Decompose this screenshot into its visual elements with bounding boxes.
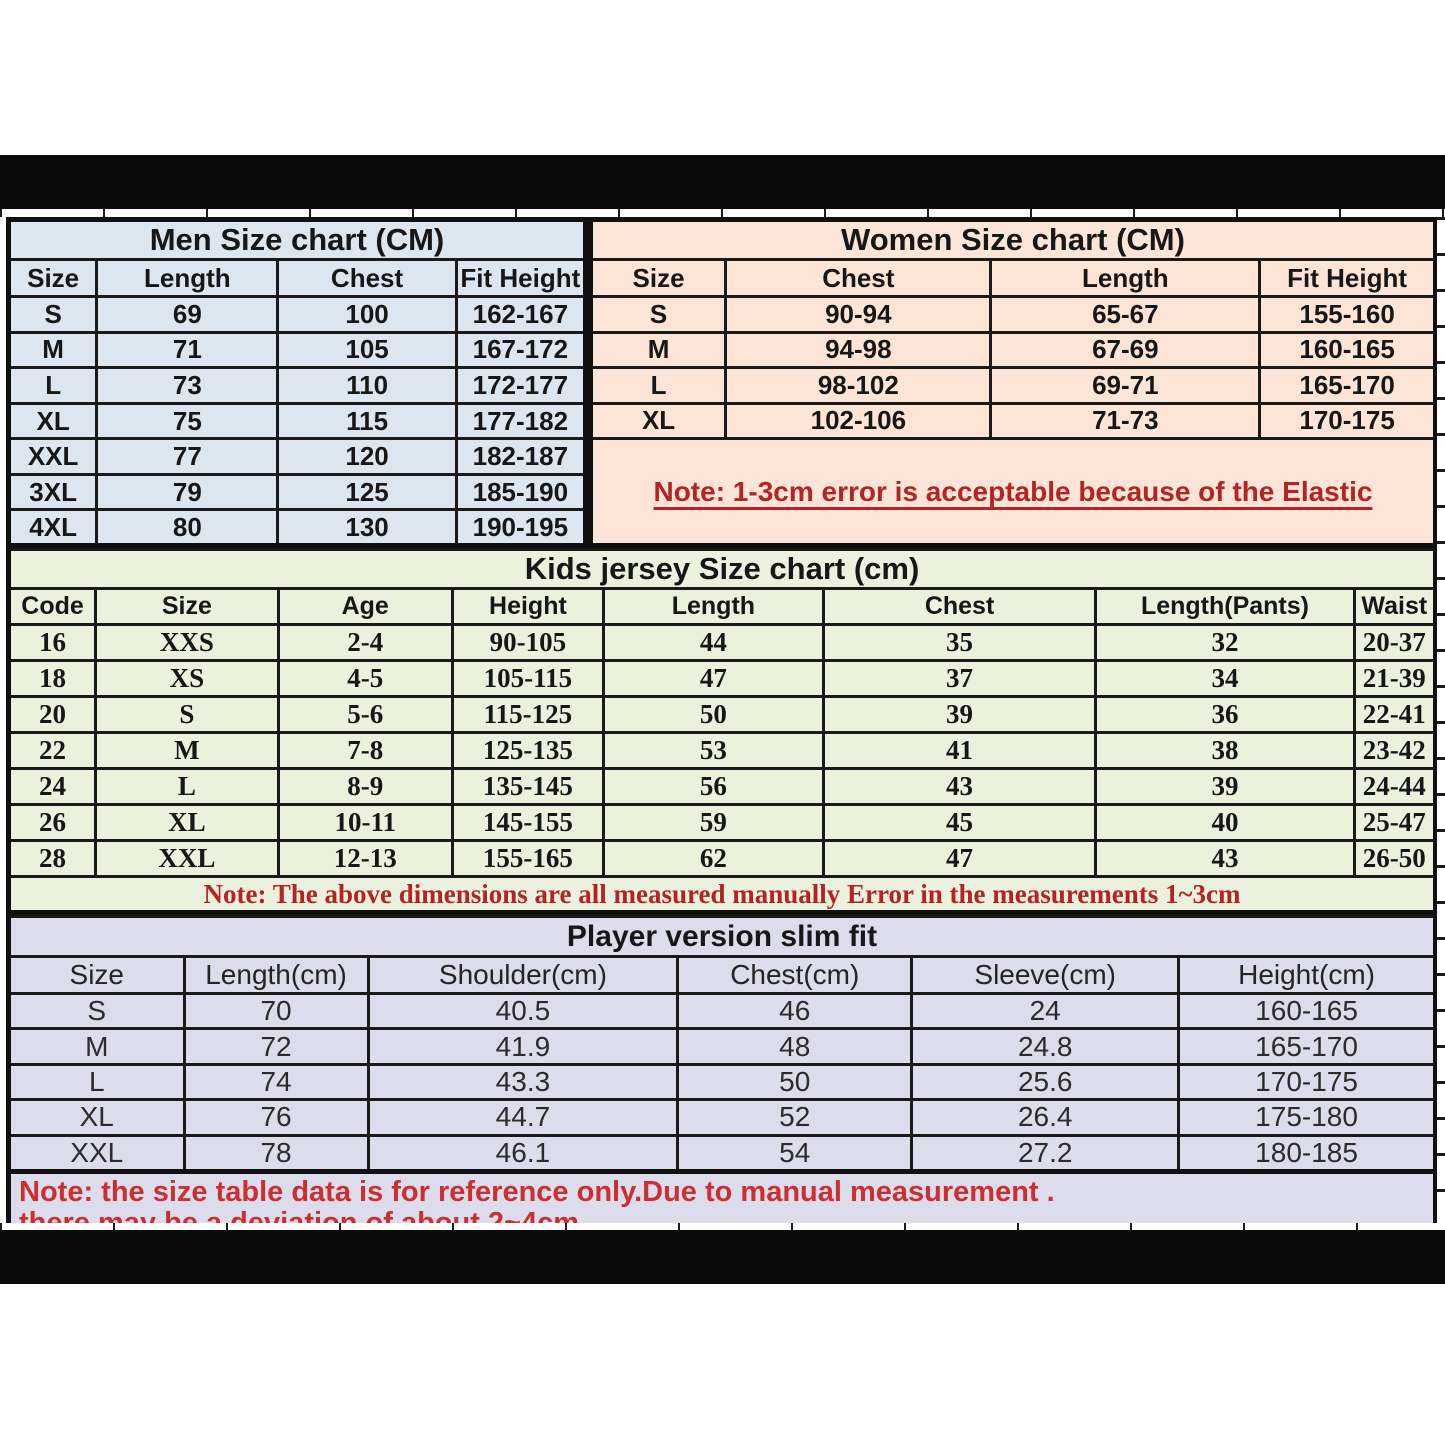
cell: 22-41 bbox=[1354, 697, 1435, 733]
cell: 185-190 bbox=[456, 474, 585, 510]
cell: 71-73 bbox=[991, 403, 1260, 439]
column-header-cell: Length bbox=[604, 589, 824, 625]
table-row bbox=[9, 1029, 1436, 1064]
cell: 54 bbox=[678, 1135, 912, 1171]
column-header-cell: Chest(cm) bbox=[678, 957, 912, 994]
table-row bbox=[9, 733, 1436, 769]
cell: 135-145 bbox=[452, 769, 603, 805]
cell: 180-185 bbox=[1179, 1135, 1436, 1171]
cell: 67-69 bbox=[991, 332, 1260, 368]
cell: 39 bbox=[1096, 769, 1354, 805]
cell: S bbox=[9, 994, 185, 1029]
cell: 102-106 bbox=[726, 403, 991, 439]
column-header-cell: Length(cm) bbox=[184, 957, 368, 994]
column-header-cell: Waist bbox=[1354, 589, 1435, 625]
cell: 32 bbox=[1096, 625, 1354, 661]
cell: 43.3 bbox=[368, 1064, 678, 1099]
cell: 23-42 bbox=[1354, 733, 1435, 769]
table-row bbox=[9, 769, 1436, 805]
cell: 22 bbox=[9, 733, 96, 769]
cell: 76 bbox=[184, 1100, 368, 1135]
cell: 80 bbox=[97, 510, 278, 546]
cell: 115-125 bbox=[452, 697, 603, 733]
grid-strip-bottom bbox=[0, 1223, 1445, 1230]
cell: 20 bbox=[9, 697, 96, 733]
table-row bbox=[9, 805, 1436, 841]
column-header-cell: Fit Height bbox=[1260, 260, 1436, 297]
column-header-cell: Age bbox=[278, 589, 452, 625]
cell: M bbox=[9, 332, 97, 368]
cell: 41 bbox=[823, 733, 1096, 769]
cell: S bbox=[590, 297, 725, 333]
cell: 105 bbox=[278, 332, 456, 368]
cell: 46 bbox=[678, 994, 912, 1029]
cell: 70 bbox=[184, 994, 368, 1029]
cell: 12-13 bbox=[278, 841, 452, 877]
cell: XL bbox=[590, 403, 725, 439]
cell: 170-175 bbox=[1179, 1064, 1436, 1099]
kids-title-section bbox=[9, 550, 1436, 625]
cell: 24 bbox=[912, 994, 1179, 1029]
kids-size-table bbox=[6, 548, 1438, 915]
grid-strip-top bbox=[0, 209, 1445, 217]
cell: 21-39 bbox=[1354, 661, 1435, 697]
cell: 125 bbox=[278, 474, 456, 510]
top-black-band bbox=[0, 155, 1445, 209]
cell: XL bbox=[96, 805, 279, 841]
cell: 7-8 bbox=[278, 733, 452, 769]
women-note-section bbox=[590, 439, 1435, 546]
cell: 25-47 bbox=[1354, 805, 1435, 841]
kids-note-text: Note: The above dimensions are all measured manually Error in the measurements 1~3cm bbox=[203, 878, 1241, 909]
table-row bbox=[9, 403, 586, 439]
column-header-cell: Chest bbox=[726, 260, 991, 297]
cell: 69-71 bbox=[991, 368, 1260, 404]
cell: 47 bbox=[604, 661, 824, 697]
cell: L bbox=[9, 368, 97, 404]
cell: 47 bbox=[823, 841, 1096, 877]
cell: 50 bbox=[604, 697, 824, 733]
cell: 5-6 bbox=[278, 697, 452, 733]
cell: 90-105 bbox=[452, 625, 603, 661]
cell: 20-37 bbox=[1354, 625, 1435, 661]
column-header-cell: Size bbox=[590, 260, 725, 297]
table-row bbox=[9, 297, 586, 333]
cell: 115 bbox=[278, 403, 456, 439]
cell: 18 bbox=[9, 661, 96, 697]
cell: 65-67 bbox=[991, 297, 1260, 333]
cell: XL bbox=[9, 1100, 185, 1135]
table-row bbox=[590, 403, 1435, 439]
cell: 26-50 bbox=[1354, 841, 1435, 877]
player-title-section bbox=[9, 917, 1436, 994]
cell: 120 bbox=[278, 439, 456, 475]
cell: XXL bbox=[9, 439, 97, 475]
cell: 79 bbox=[97, 474, 278, 510]
cell: 26.4 bbox=[912, 1100, 1179, 1135]
cell: 26 bbox=[9, 805, 96, 841]
cell: 90-94 bbox=[726, 297, 991, 333]
women-header-row bbox=[590, 260, 1435, 297]
cell: 110 bbox=[278, 368, 456, 404]
cell: 165-170 bbox=[1179, 1029, 1436, 1064]
cell: 155-165 bbox=[452, 841, 603, 877]
cell: XL bbox=[9, 403, 97, 439]
cell: 45 bbox=[823, 805, 1096, 841]
cell: 44 bbox=[604, 625, 824, 661]
women-table-body bbox=[590, 297, 1435, 439]
cell: 155-160 bbox=[1260, 297, 1436, 333]
player-note-line-1: Note: the size table data is for reference only.Due to manual measurement . bbox=[19, 1175, 1055, 1208]
cell: 167-172 bbox=[456, 332, 585, 368]
cell: 160-165 bbox=[1179, 994, 1436, 1029]
cell: 69 bbox=[97, 297, 278, 333]
cell: 165-170 bbox=[1260, 368, 1436, 404]
women-title-section bbox=[590, 220, 1435, 297]
kids-header-row bbox=[9, 589, 1436, 625]
cell: 98-102 bbox=[726, 368, 991, 404]
cell: L bbox=[96, 769, 279, 805]
table-row bbox=[9, 368, 586, 404]
cell: 4XL bbox=[9, 510, 97, 546]
cell: 27.2 bbox=[912, 1135, 1179, 1171]
cell: 40.5 bbox=[368, 994, 678, 1029]
cell: XS bbox=[96, 661, 279, 697]
table-row bbox=[9, 510, 586, 546]
cell: 74 bbox=[184, 1064, 368, 1099]
table-row bbox=[590, 368, 1435, 404]
cell: 94-98 bbox=[726, 332, 991, 368]
cell: 53 bbox=[604, 733, 824, 769]
table-row bbox=[9, 1100, 1436, 1135]
cell: 177-182 bbox=[456, 403, 585, 439]
cell: 36 bbox=[1096, 697, 1354, 733]
cell: 43 bbox=[823, 769, 1096, 805]
column-header-cell: Length bbox=[97, 260, 278, 297]
cell: 40 bbox=[1096, 805, 1354, 841]
cell: 190-195 bbox=[456, 510, 585, 546]
table-row bbox=[9, 1135, 1436, 1171]
cell: 24-44 bbox=[1354, 769, 1435, 805]
men-table-body bbox=[9, 297, 586, 546]
column-header-cell: Length bbox=[991, 260, 1260, 297]
table-row bbox=[9, 439, 586, 475]
cell: 77 bbox=[97, 439, 278, 475]
cell: 105-115 bbox=[452, 661, 603, 697]
men-title-row bbox=[9, 220, 586, 260]
cell: 25.6 bbox=[912, 1064, 1179, 1099]
cell: 72 bbox=[184, 1029, 368, 1064]
cell: 16 bbox=[9, 625, 96, 661]
cell: 37 bbox=[823, 661, 1096, 697]
cell: 2-4 bbox=[278, 625, 452, 661]
column-header-cell: Fit Height bbox=[456, 260, 585, 297]
kids-table-title: Kids jersey Size chart (cm) bbox=[9, 550, 1436, 589]
cell: 48 bbox=[678, 1029, 912, 1064]
women-note-row bbox=[590, 439, 1435, 546]
cell: 78 bbox=[184, 1135, 368, 1171]
table-row bbox=[9, 697, 1436, 733]
cell: M bbox=[590, 332, 725, 368]
men-header-row bbox=[9, 260, 586, 297]
table-row bbox=[590, 297, 1435, 333]
spreadsheet-area bbox=[6, 217, 1438, 1244]
men-title-section bbox=[9, 220, 586, 297]
cell: 160-165 bbox=[1260, 332, 1436, 368]
kids-note-cell bbox=[9, 877, 1436, 913]
cell: S bbox=[9, 297, 97, 333]
cell: 75 bbox=[97, 403, 278, 439]
cell: 35 bbox=[823, 625, 1096, 661]
cell: XXS bbox=[96, 625, 279, 661]
kids-title-row bbox=[9, 550, 1436, 589]
cell: 46.1 bbox=[368, 1135, 678, 1171]
cell: 50 bbox=[678, 1064, 912, 1099]
cell: M bbox=[9, 1029, 185, 1064]
kids-note-section bbox=[9, 877, 1436, 913]
cell: 56 bbox=[604, 769, 824, 805]
cell: 34 bbox=[1096, 661, 1354, 697]
column-header-cell: Size bbox=[96, 589, 279, 625]
cell: 52 bbox=[678, 1100, 912, 1135]
women-title-row bbox=[590, 220, 1435, 260]
column-header-cell: Chest bbox=[278, 260, 456, 297]
cell: 10-11 bbox=[278, 805, 452, 841]
column-header-cell: Code bbox=[9, 589, 96, 625]
cell: 59 bbox=[604, 805, 824, 841]
table-row bbox=[9, 625, 1436, 661]
cell: L bbox=[9, 1064, 185, 1099]
table-row bbox=[9, 474, 586, 510]
cell: 71 bbox=[97, 332, 278, 368]
cell: S bbox=[96, 697, 279, 733]
men-size-table bbox=[6, 217, 588, 548]
player-size-table bbox=[6, 915, 1438, 1174]
women-size-table bbox=[588, 217, 1438, 548]
cell: 182-187 bbox=[456, 439, 585, 475]
cell: 62 bbox=[604, 841, 824, 877]
column-header-cell: Height bbox=[452, 589, 603, 625]
table-row bbox=[9, 841, 1436, 877]
column-header-cell: Sleeve(cm) bbox=[912, 957, 1179, 994]
cell: M bbox=[96, 733, 279, 769]
cell: 8-9 bbox=[278, 769, 452, 805]
cell: XXL bbox=[9, 1135, 185, 1171]
women-note-cell bbox=[590, 439, 1435, 546]
cell: L bbox=[590, 368, 725, 404]
cell: 24 bbox=[9, 769, 96, 805]
cell: 28 bbox=[9, 841, 96, 877]
cell: 73 bbox=[97, 368, 278, 404]
player-title-row bbox=[9, 917, 1436, 957]
cell: 100 bbox=[278, 297, 456, 333]
cell: 3XL bbox=[9, 474, 97, 510]
cell: XXL bbox=[96, 841, 279, 877]
cell: 4-5 bbox=[278, 661, 452, 697]
cell: 162-167 bbox=[456, 297, 585, 333]
cell: 125-135 bbox=[452, 733, 603, 769]
player-table-body bbox=[9, 994, 1436, 1172]
bottom-black-band bbox=[0, 1230, 1445, 1284]
player-header-row bbox=[9, 957, 1436, 994]
cell: 172-177 bbox=[456, 368, 585, 404]
cell: 24.8 bbox=[912, 1029, 1179, 1064]
kids-note-row bbox=[9, 877, 1436, 913]
cell: 145-155 bbox=[452, 805, 603, 841]
women-note-text: Note: 1-3cm error is acceptable because of the Elastic bbox=[653, 475, 1373, 507]
cell: 44.7 bbox=[368, 1100, 678, 1135]
right-grid-gutter bbox=[1437, 217, 1445, 1223]
column-header-cell: Shoulder(cm) bbox=[368, 957, 678, 994]
table-row bbox=[9, 661, 1436, 697]
men-table-title: Men Size chart (CM) bbox=[9, 220, 586, 260]
table-row bbox=[9, 1064, 1436, 1099]
player-table-title: Player version slim fit bbox=[9, 917, 1436, 957]
table-row bbox=[9, 994, 1436, 1029]
cell: 170-175 bbox=[1260, 403, 1436, 439]
cell: 39 bbox=[823, 697, 1096, 733]
column-header-cell: Size bbox=[9, 260, 97, 297]
column-header-cell: Length(Pants) bbox=[1096, 589, 1354, 625]
cell: 43 bbox=[1096, 841, 1354, 877]
column-header-cell: Size bbox=[9, 957, 185, 994]
table-row bbox=[590, 332, 1435, 368]
cell: 41.9 bbox=[368, 1029, 678, 1064]
column-header-cell: Chest bbox=[823, 589, 1096, 625]
cell: 38 bbox=[1096, 733, 1354, 769]
column-header-cell: Height(cm) bbox=[1179, 957, 1436, 994]
kids-table-body bbox=[9, 625, 1436, 877]
table-row bbox=[9, 332, 586, 368]
cell: 175-180 bbox=[1179, 1100, 1436, 1135]
adult-size-tables bbox=[6, 217, 1438, 548]
cell: 130 bbox=[278, 510, 456, 546]
women-table-title: Women Size chart (CM) bbox=[590, 220, 1435, 260]
